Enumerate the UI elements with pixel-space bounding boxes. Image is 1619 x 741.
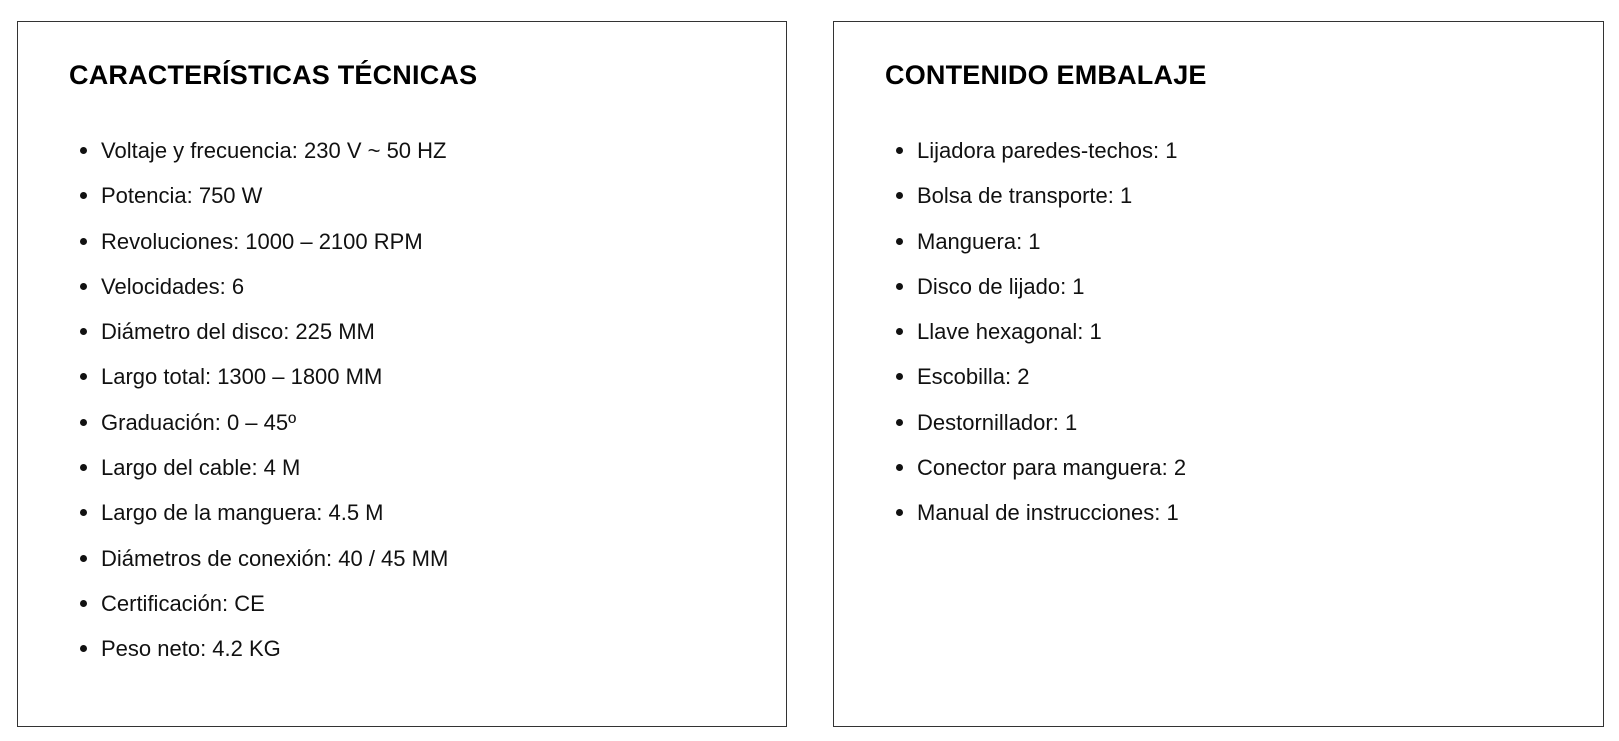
bullet-icon <box>80 238 87 245</box>
bullet-icon <box>80 419 87 426</box>
list-item-text: Manual de instrucciones: 1 <box>917 500 1179 526</box>
package-contents-title: CONTENIDO EMBALAJE <box>885 60 1207 90</box>
list-item-text: Llave hexagonal: 1 <box>917 319 1102 345</box>
list-item-text: Disco de lijado: 1 <box>917 273 1085 299</box>
list-item <box>885 354 1186 399</box>
bullet-icon <box>896 419 903 426</box>
list-item-text: Escobilla: 2 <box>917 364 1030 390</box>
bullet-icon <box>896 283 903 290</box>
list-item <box>69 490 448 535</box>
bullet-icon <box>80 373 87 380</box>
bullet-icon <box>80 328 87 335</box>
list-item <box>69 264 448 309</box>
tech-specs-list <box>69 128 448 672</box>
tech-specs-title: CARACTERÍSTICAS TÉCNICAS <box>69 60 478 90</box>
list-item <box>69 400 448 445</box>
list-item <box>885 128 1186 173</box>
list-item <box>69 309 448 354</box>
bullet-icon <box>896 238 903 245</box>
list-item <box>69 354 448 399</box>
package-contents-panel <box>833 21 1604 727</box>
list-item-text: Potencia: 750 W <box>101 183 263 209</box>
bullet-icon <box>896 373 903 380</box>
list-item <box>885 219 1186 264</box>
bullet-icon <box>896 509 903 516</box>
list-item <box>885 309 1186 354</box>
list-item <box>69 536 448 581</box>
list-item <box>69 219 448 264</box>
list-item-text: Destornillador: 1 <box>917 409 1078 435</box>
list-item-text: Lijadora paredes-techos: 1 <box>917 138 1178 163</box>
list-item-text: Diámetros de conexión: 40 / 45 MM <box>101 545 449 571</box>
list-item <box>69 626 448 671</box>
list-item <box>69 173 448 218</box>
bullet-icon <box>80 464 87 471</box>
list-item <box>885 173 1186 218</box>
list-item-text: Conector para manguera: 2 <box>917 455 1187 481</box>
list-item-text: Bolsa de transporte: 1 <box>917 183 1133 209</box>
bullet-icon <box>896 147 903 154</box>
bullet-icon <box>80 555 87 562</box>
bullet-icon <box>80 283 87 290</box>
list-item <box>69 581 448 626</box>
list-item-text: Certificación: CE <box>101 590 265 616</box>
list-item-text: Graduación: 0 – 45º <box>101 409 297 435</box>
list-item <box>885 264 1186 309</box>
bullet-icon <box>80 645 87 652</box>
tech-specs-panel <box>17 21 787 727</box>
list-item <box>885 400 1186 445</box>
bullet-icon <box>896 192 903 199</box>
bullet-icon <box>80 147 87 154</box>
list-item-text: Revoluciones: 1000 – 2100 RPM <box>101 228 423 254</box>
list-item-text: Diámetro del disco: 225 MM <box>101 319 375 345</box>
bullet-icon <box>80 509 87 516</box>
list-item-text: Largo de la manguera: 4.5 M <box>101 500 384 526</box>
list-item-text: Velocidades: 6 <box>101 273 245 299</box>
list-item-text: Manguera: 1 <box>917 228 1041 254</box>
package-contents-list <box>885 128 1186 536</box>
list-item-text: Largo del cable: 4 M <box>101 455 301 481</box>
bullet-icon <box>80 192 87 199</box>
list-item <box>69 128 448 173</box>
list-item-text: Largo total: 1300 – 1800 MM <box>101 364 383 390</box>
bullet-icon <box>80 600 87 607</box>
list-item-text: Voltaje y frecuencia: 230 V ~ 50 HZ <box>101 138 447 163</box>
bullet-icon <box>896 464 903 471</box>
list-item <box>885 490 1186 535</box>
bullet-icon <box>896 328 903 335</box>
list-item <box>69 445 448 490</box>
list-item-text: Peso neto: 4.2 KG <box>101 636 281 662</box>
list-item <box>885 445 1186 490</box>
